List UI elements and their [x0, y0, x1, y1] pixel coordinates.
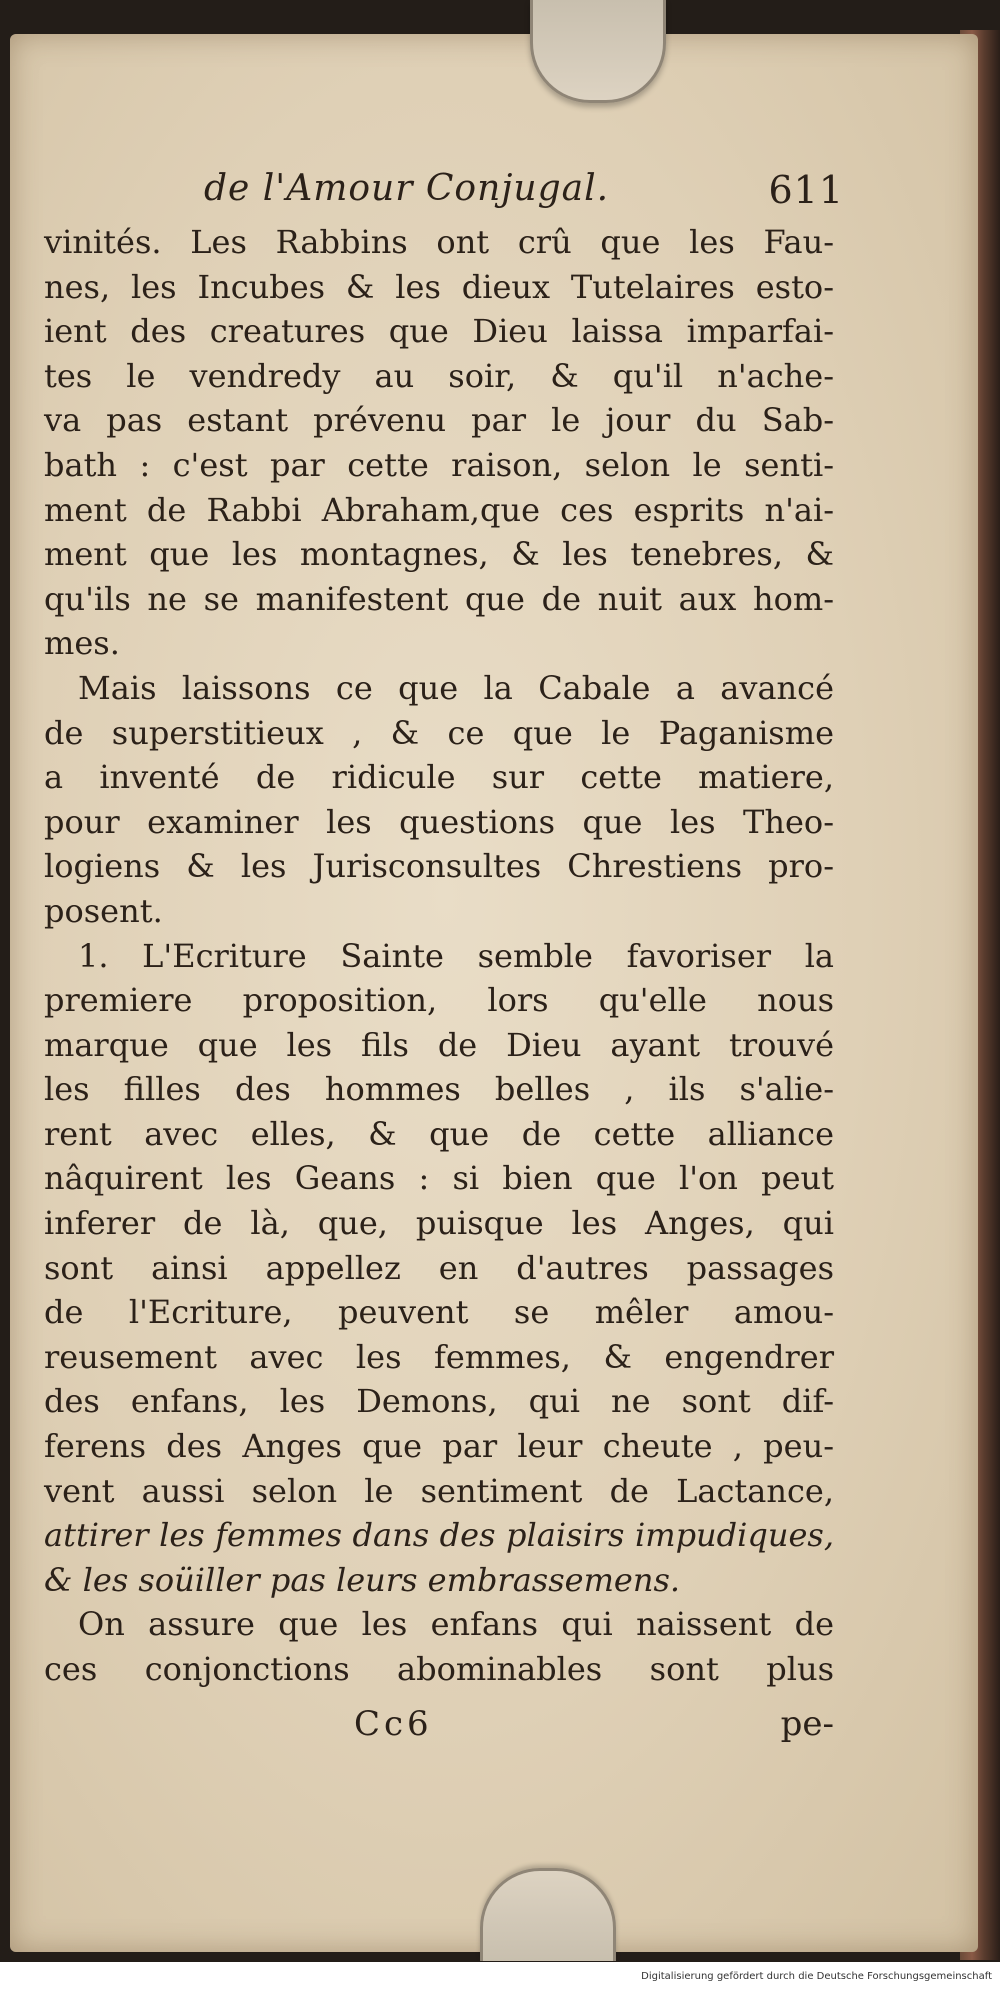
- text-line: de superstitieux , & ce que le Paganisme: [44, 713, 834, 752]
- text-line: rent avec elles, & que de cette alliance: [44, 1114, 834, 1153]
- text-line: sont ainsi appellez en d'autres passages: [44, 1248, 834, 1287]
- catchword: pe-: [780, 1703, 834, 1744]
- text-line: les filles des hommes belles , ils s'alie-: [44, 1070, 834, 1109]
- text-line: pour examiner les questions que les Theo-: [44, 802, 834, 841]
- text-line: ment de Rabbi Abraham,que ces esprits n'ai-: [44, 490, 834, 529]
- text-line: mes.: [44, 624, 120, 663]
- running-header: [44, 160, 844, 220]
- text-line: va pas estant prévenu par le jour du Sab-: [44, 401, 834, 440]
- page-text: [44, 160, 844, 1750]
- page-clip-bottom: [480, 1868, 616, 1961]
- text-line: qu'ils ne se manifestent que de nuit aux hom-: [44, 579, 834, 618]
- text-line: On assure que les enfans qui naissent de: [78, 1605, 834, 1644]
- text-line: posent.: [44, 891, 163, 930]
- text-line: ferens des Anges que par leur cheute , peu-: [44, 1427, 834, 1466]
- signature-mark: Cc6: [354, 1703, 433, 1744]
- running-title: de l'Amour Conjugal.: [204, 168, 610, 209]
- text-line: ment que les montagnes, & les tenebres, &: [44, 535, 834, 574]
- text-line: nes, les Incubes & les dieux Tutelaires esto-: [44, 267, 834, 306]
- page-number: 611: [768, 168, 844, 212]
- text-line: vent aussi selon le sentiment de Lactance,: [44, 1471, 834, 1510]
- text-line: ient des creatures que Dieu laissa imparfai-: [44, 312, 834, 351]
- text-line: vinités. Les Rabbins ont crû que les Fau-: [44, 223, 834, 261]
- text-line: premiere proposition, lors qu'elle nous: [44, 981, 834, 1020]
- text-line: ces conjonctions abominables sont plus: [44, 1650, 834, 1688]
- text-line: Mais laissons ce que la Cabale a avancé: [78, 668, 834, 707]
- digitization-credit: Digitalisierung gefördert durch die Deutsche Forschungsgemeinschaft: [0, 1962, 1000, 1991]
- text-line: de l'Ecriture, peuvent se mêler amou-: [44, 1293, 834, 1332]
- text-line: nâquirent les Geans : si bien que l'on peut: [44, 1159, 834, 1198]
- text-line: marque que les fils de Dieu ayant trouvé: [44, 1025, 834, 1064]
- text-line: 1. L'Ecriture Sainte semble favoriser la: [78, 936, 834, 975]
- text-line: tes le vendredy au soir, & qu'il n'ache-: [44, 356, 834, 395]
- text-line: a inventé de ridicule sur cette matiere,: [44, 758, 834, 797]
- text-line: des enfans, les Demons, qui ne sont dif-: [44, 1382, 834, 1421]
- text-line: & les soüiller pas leurs embrassemens.: [44, 1560, 681, 1599]
- page-clip-top: [530, 0, 666, 103]
- text-line: bath : c'est par cette raison, selon le senti-: [44, 445, 834, 484]
- page-footer: [44, 1696, 834, 1750]
- text-line: reusement avec les femmes, & engendrer: [44, 1337, 834, 1376]
- text-line: attirer les femmes dans des plaisirs impudiques,: [44, 1516, 834, 1555]
- text-line: inferer de là, que, puisque les Anges, qui: [44, 1204, 834, 1243]
- text-line: logiens & les Jurisconsultes Chrestiens pro-: [44, 847, 834, 886]
